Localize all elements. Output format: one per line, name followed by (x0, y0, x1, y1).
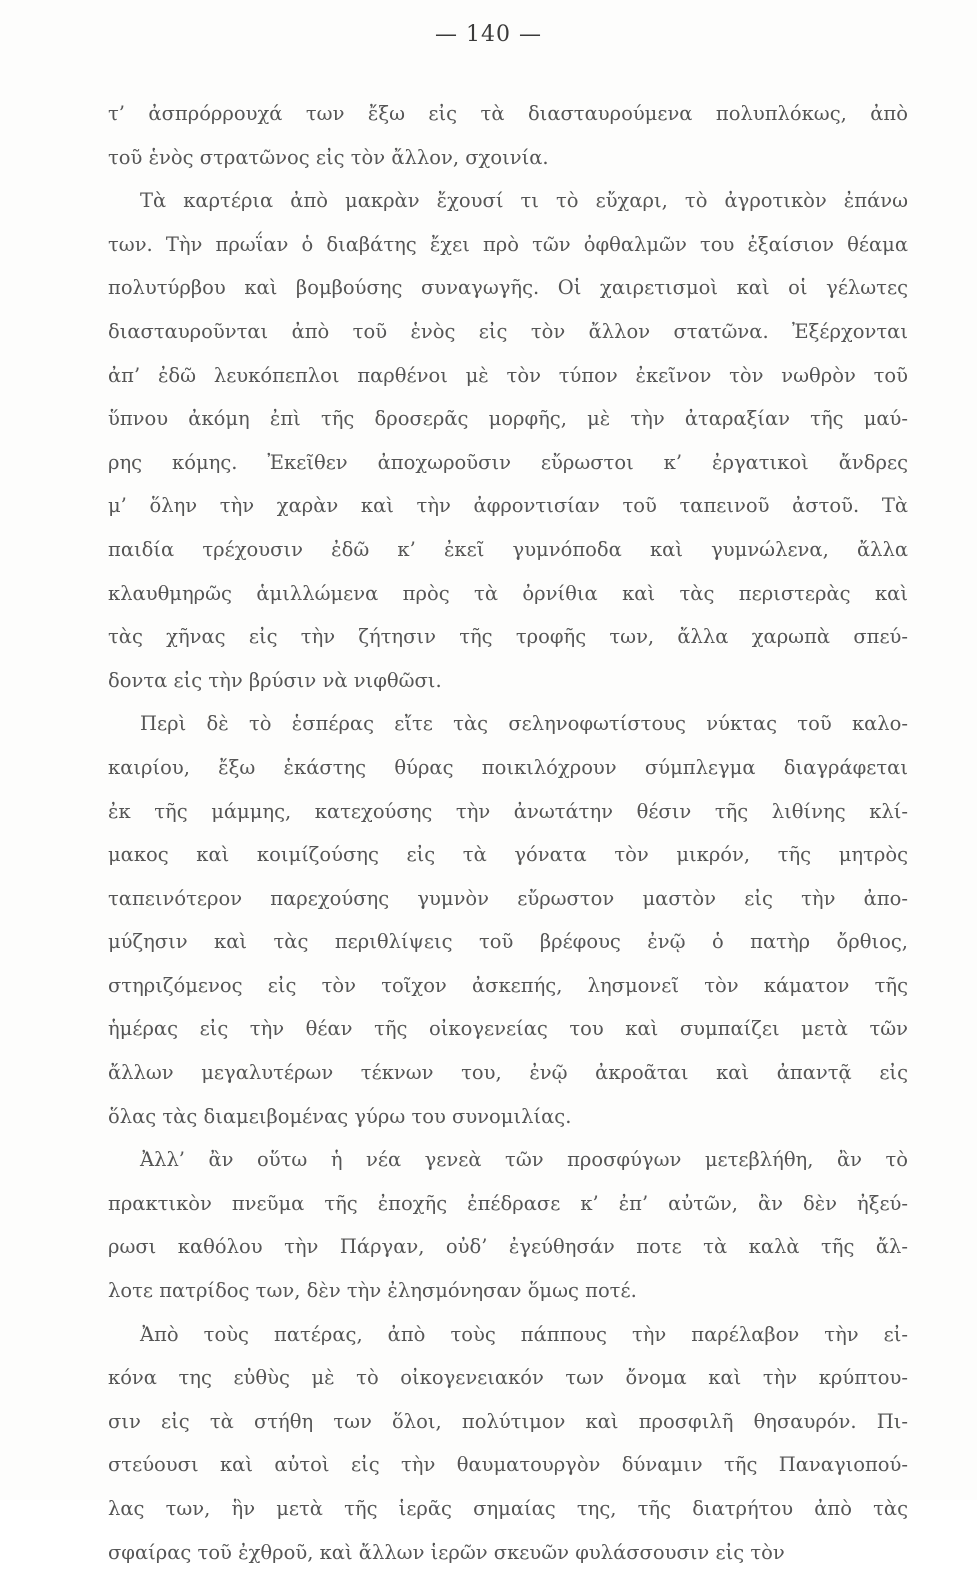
paragraph (108, 1313, 908, 1574)
text-line: τ’ ἀσπρόρρουχά των ἔξω εἰς τὰ διασταυρούμενα πολυπλόκως, ἀπὸ (108, 102, 908, 125)
text-line: ἐκ τῆς μάμμης, κατεχούσης τὴν ἀνωτάτην θέσιν τῆς λιθίνης κλί- (108, 799, 908, 823)
text-line: πρακτικὸν πνεῦμα τῆς ἐποχῆς ἐπέδρασε κ’ ἐπ’ αὐτῶν, ἂν δὲν ἠξεύ- (108, 1191, 908, 1215)
page-body-text (108, 92, 908, 1574)
text-line: σφαίρας τοῦ ἐχθροῦ, καὶ ἄλλων ἱερῶν σκευῶν φυλάσσουσιν εἰς τὸν (108, 1540, 785, 1564)
text-line: των. Τὴν πρωΐαν ὁ διαβάτης ἔχει πρὸ τῶν ὀφθαλμῶν του ἐξαίσιον θέαμα (108, 232, 908, 256)
text-line: Ἀλλ’ ἂν οὕτω ἡ νέα γενεὰ τῶν προσφύγων μετεβλήθη, ἂν τὸ (140, 1148, 908, 1172)
page-number: — 140 — (435, 22, 542, 47)
text-line: μ’ ὅλην τὴν χαρὰν καὶ τὴν ἀφροντισίαν τοῦ ταπεινοῦ ἀστοῦ. Τὰ (108, 494, 908, 518)
text-line: ἡμέρας εἰς τὴν θέαν τῆς οἰκογενείας του καὶ συμπαίζει μετὰ τῶν (108, 1017, 908, 1041)
text-line: σιν εἰς τὰ στήθη των ὅλοι, πολύτιμον καὶ προσφιλῆ θησαυρόν. Πι- (108, 1409, 908, 1433)
paragraph (108, 179, 908, 702)
paragraph (108, 92, 908, 179)
text-line: ρωσι καθόλου τὴν Πάργαν, οὐδ’ ἐγεύθησάν ποτε τὰ καλὰ τῆς ἄλ- (108, 1235, 908, 1259)
text-line: πολυτύρβου καὶ βομβούσης συναγωγῆς. Οἱ χαιρετισμοὶ καὶ οἱ γέλωτες (108, 276, 908, 300)
text-line: ἀπ’ ἐδῶ λευκόπεπλοι παρθένοι μὲ τὸν τύπον ἐκεῖνον τὸν νωθρὸν τοῦ (108, 363, 908, 387)
text-line: μύζησιν καὶ τὰς περιθλίψεις τοῦ βρέφους ἐνῷ ὁ πατὴρ ὄρθιος, (108, 930, 908, 954)
text-line: δοντα εἰς τὴν βρύσιν νὰ νιφθῶσι. (108, 668, 442, 692)
text-line: λοτε πατρίδος των, δὲν τὴν ἐλησμόνησαν ὅμως ποτέ. (108, 1279, 637, 1303)
text-line: ὕπνου ἀκόμη ἐπὶ τῆς δροσερᾶς μορφῆς, μὲ τὴν ἀταραξίαν τῆς μαύ- (108, 407, 908, 431)
text-line: καιρίου, ἔξω ἑκάστης θύρας ποικιλόχρουν σύμπλεγμα διαγράφεται (108, 755, 908, 779)
text-line: ρης κόμης. Ἐκεῖθεν ἀποχωροῦσιν εὔρωστοι κ’ ἐργατικοὶ ἄνδρες (108, 450, 908, 474)
paragraph (108, 1138, 908, 1312)
text-line: ταπεινότερον παρεχούσης γυμνὸν εὔρωστον μαστὸν εἰς τὴν ἀπο- (108, 886, 908, 910)
text-line: στηριζόμενος εἰς τὸν τοῖχον ἀσκεπής, λησμονεῖ τὸν κάματον τῆς (108, 973, 908, 997)
text-line: ὅλας τὰς διαμειβομένας γύρω του συνομιλίας. (108, 1104, 572, 1128)
text-line: μακος καὶ κοιμίζούσης εἰς τὰ γόνατα τὸν μικρόν, τῆς μητρὸς (108, 843, 908, 867)
text-line: Τὰ καρτέρια ἀπὸ μακρὰν ἔχουσί τι τὸ εὔχαρι, τὸ ἀγροτικὸν ἐπάνω (140, 189, 908, 213)
text-line: διασταυροῦνται ἀπὸ τοῦ ἑνὸς εἰς τὸν ἄλλον στατῶνα. Ἐξέρχονται (108, 319, 908, 343)
text-line: τὰς χῆνας εἰς τὴν ζήτησιν τῆς τροφῆς των, ἄλλα χαρωπὰ σπεύ- (108, 625, 908, 649)
text-line: κόνα της εὐθὺς μὲ τὸ οἰκογενειακόν των ὄνομα καὶ τὴν κρύπτου- (108, 1366, 908, 1390)
text-line: ἄλλων μεγαλυτέρων τέκνων του, ἐνῷ ἀκροᾶται καὶ ἀπαντᾷ εἰς (108, 1061, 908, 1085)
text-line: στεύουσι καὶ αὐτοὶ εἰς τὴν θαυματουργὸν δύναμιν τῆς Παναγιοπού- (108, 1453, 908, 1477)
text-line: κλαυθμηρῶς ἁμιλλώμενα πρὸς τὰ ὀρνίθια καὶ τὰς περιστερὰς καὶ (108, 581, 908, 605)
paragraph (108, 702, 908, 1138)
text-line: τοῦ ἑνὸς στρατῶνος εἰς τὸν ἄλλον, σχοινία. (108, 145, 549, 169)
text-line: Ἀπὸ τοὺς πατέρας, ἀπὸ τοὺς πάππους τὴν παρέλαβον τὴν εἰ- (140, 1322, 908, 1346)
text-line: λας των, ἣν μετὰ τῆς ἱερᾶς σημαίας της, τῆς διατρήτου ἀπὸ τὰς (108, 1497, 908, 1520)
text-line: Περὶ δὲ τὸ ἑσπέρας εἴτε τὰς σεληνοφωτίστους νύκτας τοῦ καλο- (140, 712, 908, 736)
text-line: παιδία τρέχουσιν ἐδῶ κ’ ἐκεῖ γυμνόποδα καὶ γυμνώλενα, ἄλλα (108, 537, 908, 561)
